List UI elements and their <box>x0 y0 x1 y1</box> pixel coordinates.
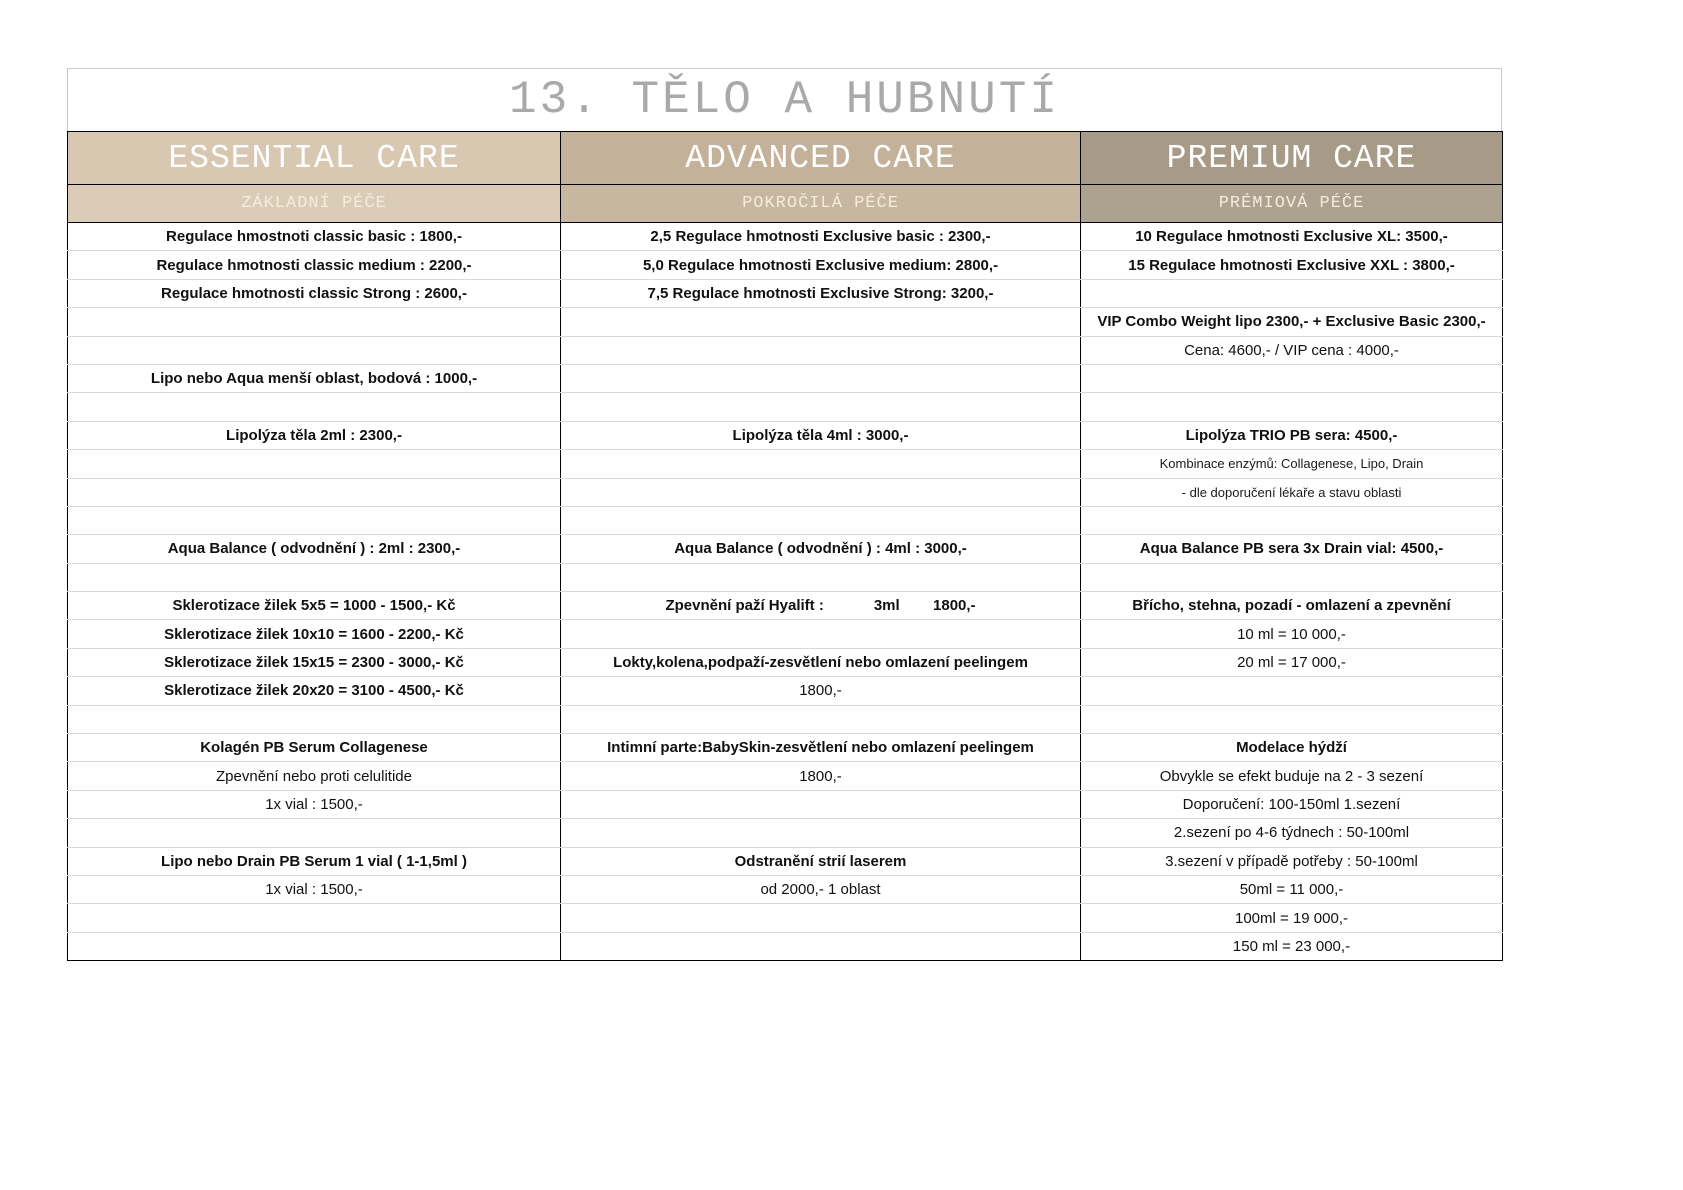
table-cell: Modelace hýdží <box>1081 734 1503 762</box>
table-cell <box>1081 506 1503 534</box>
table-row <box>68 223 1503 251</box>
table-cell: Aqua Balance ( odvodnění ) : 4ml : 3000,- <box>561 535 1081 563</box>
page-title <box>67 68 1502 131</box>
table-cell: od 2000,- 1 oblast <box>561 875 1081 903</box>
table-cell: 150 ml = 23 000,- <box>1081 932 1503 960</box>
table-row <box>68 279 1503 307</box>
table-cell: 100ml = 19 000,- <box>1081 904 1503 932</box>
column-subheader-pokrocila-pece: POKROČILÁ PÉČE <box>561 185 1081 223</box>
column-subheader-premiova-pece: PRÉMIOVÁ PÉČE <box>1081 185 1503 223</box>
table-cell <box>1081 705 1503 733</box>
table-row <box>68 506 1503 534</box>
table-row <box>68 251 1503 279</box>
table-row <box>68 734 1503 762</box>
table-cell <box>68 819 561 847</box>
table-cell: - dle doporučení lékaře a stavu oblasti <box>1081 478 1503 506</box>
table-cell <box>561 364 1081 392</box>
table-cell: Lipolýza těla 4ml : 3000,- <box>561 421 1081 449</box>
table-cell: Sklerotizace žilek 15x15 = 2300 - 3000,- Kč <box>68 648 561 676</box>
table-cell: 1x vial : 1500,- <box>68 875 561 903</box>
table-cell: 7,5 Regulace hmotnosti Exclusive Strong: 3200,- <box>561 279 1081 307</box>
table-row <box>68 648 1503 676</box>
table-cell: 2.sezení po 4-6 týdnech : 50-100ml <box>1081 819 1503 847</box>
table-cell: 10 ml = 10 000,- <box>1081 620 1503 648</box>
table-cell: Aqua Balance PB sera 3x Drain vial: 4500,- <box>1081 535 1503 563</box>
table-cell <box>68 336 561 364</box>
table-cell <box>68 705 561 733</box>
table-row <box>68 364 1503 392</box>
table-cell: Odstranění strií laserem <box>561 847 1081 875</box>
table-cell: Sklerotizace žilek 20x20 = 3100 - 4500,- Kč <box>68 677 561 705</box>
table-row <box>68 336 1503 364</box>
table-cell: 20 ml = 17 000,- <box>1081 648 1503 676</box>
table-row <box>68 847 1503 875</box>
table-cell: Intimní parte:BabySkin-zesvětlení nebo omlazení peelingem <box>561 734 1081 762</box>
table-cell <box>68 932 561 960</box>
table-cell <box>1081 364 1503 392</box>
table-row <box>68 677 1503 705</box>
table-cell <box>68 506 561 534</box>
price-table <box>67 131 1503 961</box>
table-row <box>68 705 1503 733</box>
table-cell: Lipo nebo Drain PB Serum 1 vial ( 1-1,5ml ) <box>68 847 561 875</box>
table-cell: Sklerotizace žilek 5x5 = 1000 - 1500,- Kč <box>68 592 561 620</box>
table-cell: 1x vial : 1500,- <box>68 790 561 818</box>
table-cell: 50ml = 11 000,- <box>1081 875 1503 903</box>
table-cell <box>561 506 1081 534</box>
table-row <box>68 478 1503 506</box>
table-row <box>68 535 1503 563</box>
table-row <box>68 592 1503 620</box>
table-cell <box>561 790 1081 818</box>
table-cell <box>561 563 1081 591</box>
table-cell <box>561 478 1081 506</box>
table-cell: Obvykle se efekt buduje na 2 - 3 sezení <box>1081 762 1503 790</box>
table-row <box>68 790 1503 818</box>
column-header-advanced-care: ADVANCED CARE <box>561 132 1081 185</box>
table-cell: Břícho, stehna, pozadí - omlazení a zpevnění <box>1081 592 1503 620</box>
table-cell: 1800,- <box>561 762 1081 790</box>
table-cell <box>68 450 561 478</box>
table-cell: VIP Combo Weight lipo 2300,- + Exclusive Basic 2300,- <box>1081 308 1503 336</box>
table-cell <box>561 819 1081 847</box>
table-cell <box>561 932 1081 960</box>
table-row <box>68 421 1503 449</box>
header-row <box>68 132 1503 185</box>
price-sheet <box>67 68 1502 961</box>
table-cell: Kombinace enzýmů: Collagenese, Lipo, Drain <box>1081 450 1503 478</box>
column-subheader-zakladni-pece: ZÁKLADNÍ PÉČE <box>68 185 561 223</box>
table-cell: 2,5 Regulace hmotnosti Exclusive basic : 2300,- <box>561 223 1081 251</box>
table-cell: 10 Regulace hmotnosti Exclusive XL: 3500,- <box>1081 223 1503 251</box>
page-title-text: 13. TĚLO A HUBNUTÍ <box>509 74 1060 126</box>
table-cell: Lipo nebo Aqua menší oblast, bodová : 1000,- <box>68 364 561 392</box>
table-cell <box>561 904 1081 932</box>
table-cell <box>561 336 1081 364</box>
table-cell: Doporučení: 100-150ml 1.sezení <box>1081 790 1503 818</box>
table-row <box>68 819 1503 847</box>
table-cell: Zpevnění nebo proti celulitide <box>68 762 561 790</box>
column-header-premium-care: PREMIUM CARE <box>1081 132 1503 185</box>
table-row <box>68 450 1503 478</box>
table-cell: Lipolýza těla 2ml : 2300,- <box>68 421 561 449</box>
table-row <box>68 762 1503 790</box>
table-cell: Lokty,kolena,podpaží-zesvětlení nebo omlazení peelingem <box>561 648 1081 676</box>
table-row <box>68 308 1503 336</box>
table-cell <box>68 393 561 421</box>
table-row <box>68 563 1503 591</box>
table-cell <box>68 308 561 336</box>
table-cell <box>561 450 1081 478</box>
table-cell: Regulace hmotnosti classic medium : 2200,- <box>68 251 561 279</box>
table-cell <box>68 563 561 591</box>
column-header-essential-care: ESSENTIAL CARE <box>68 132 561 185</box>
table-cell: 5,0 Regulace hmotnosti Exclusive medium: 2800,- <box>561 251 1081 279</box>
table-cell: Regulace hmostnoti classic basic : 1800,- <box>68 223 561 251</box>
table-cell: 1800,- <box>561 677 1081 705</box>
table-cell <box>561 620 1081 648</box>
table-row <box>68 620 1503 648</box>
table-row <box>68 904 1503 932</box>
table-cell: Lipolýza TRIO PB sera: 4500,- <box>1081 421 1503 449</box>
table-cell: Kolagén PB Serum Collagenese <box>68 734 561 762</box>
table-cell <box>561 393 1081 421</box>
table-cell <box>1081 563 1503 591</box>
table-cell: Aqua Balance ( odvodnění ) : 2ml : 2300,- <box>68 535 561 563</box>
table-cell <box>561 308 1081 336</box>
table-cell: Zpevnění paží Hyalift : 3ml 1800,- <box>561 592 1081 620</box>
table-cell: Regulace hmotnosti classic Strong : 2600,- <box>68 279 561 307</box>
subheader-row <box>68 185 1503 223</box>
table-body <box>68 223 1503 961</box>
table-row <box>68 875 1503 903</box>
table-cell: 15 Regulace hmotnosti Exclusive XXL : 3800,- <box>1081 251 1503 279</box>
table-cell <box>1081 393 1503 421</box>
table-cell: Sklerotizace žilek 10x10 = 1600 - 2200,- Kč <box>68 620 561 648</box>
table-cell: Cena: 4600,- / VIP cena : 4000,- <box>1081 336 1503 364</box>
table-cell <box>68 478 561 506</box>
table-cell: 3.sezení v případě potřeby : 50-100ml <box>1081 847 1503 875</box>
table-row <box>68 932 1503 960</box>
table-cell <box>68 904 561 932</box>
table-cell <box>1081 677 1503 705</box>
table-row <box>68 393 1503 421</box>
table-cell <box>1081 279 1503 307</box>
table-cell <box>561 705 1081 733</box>
